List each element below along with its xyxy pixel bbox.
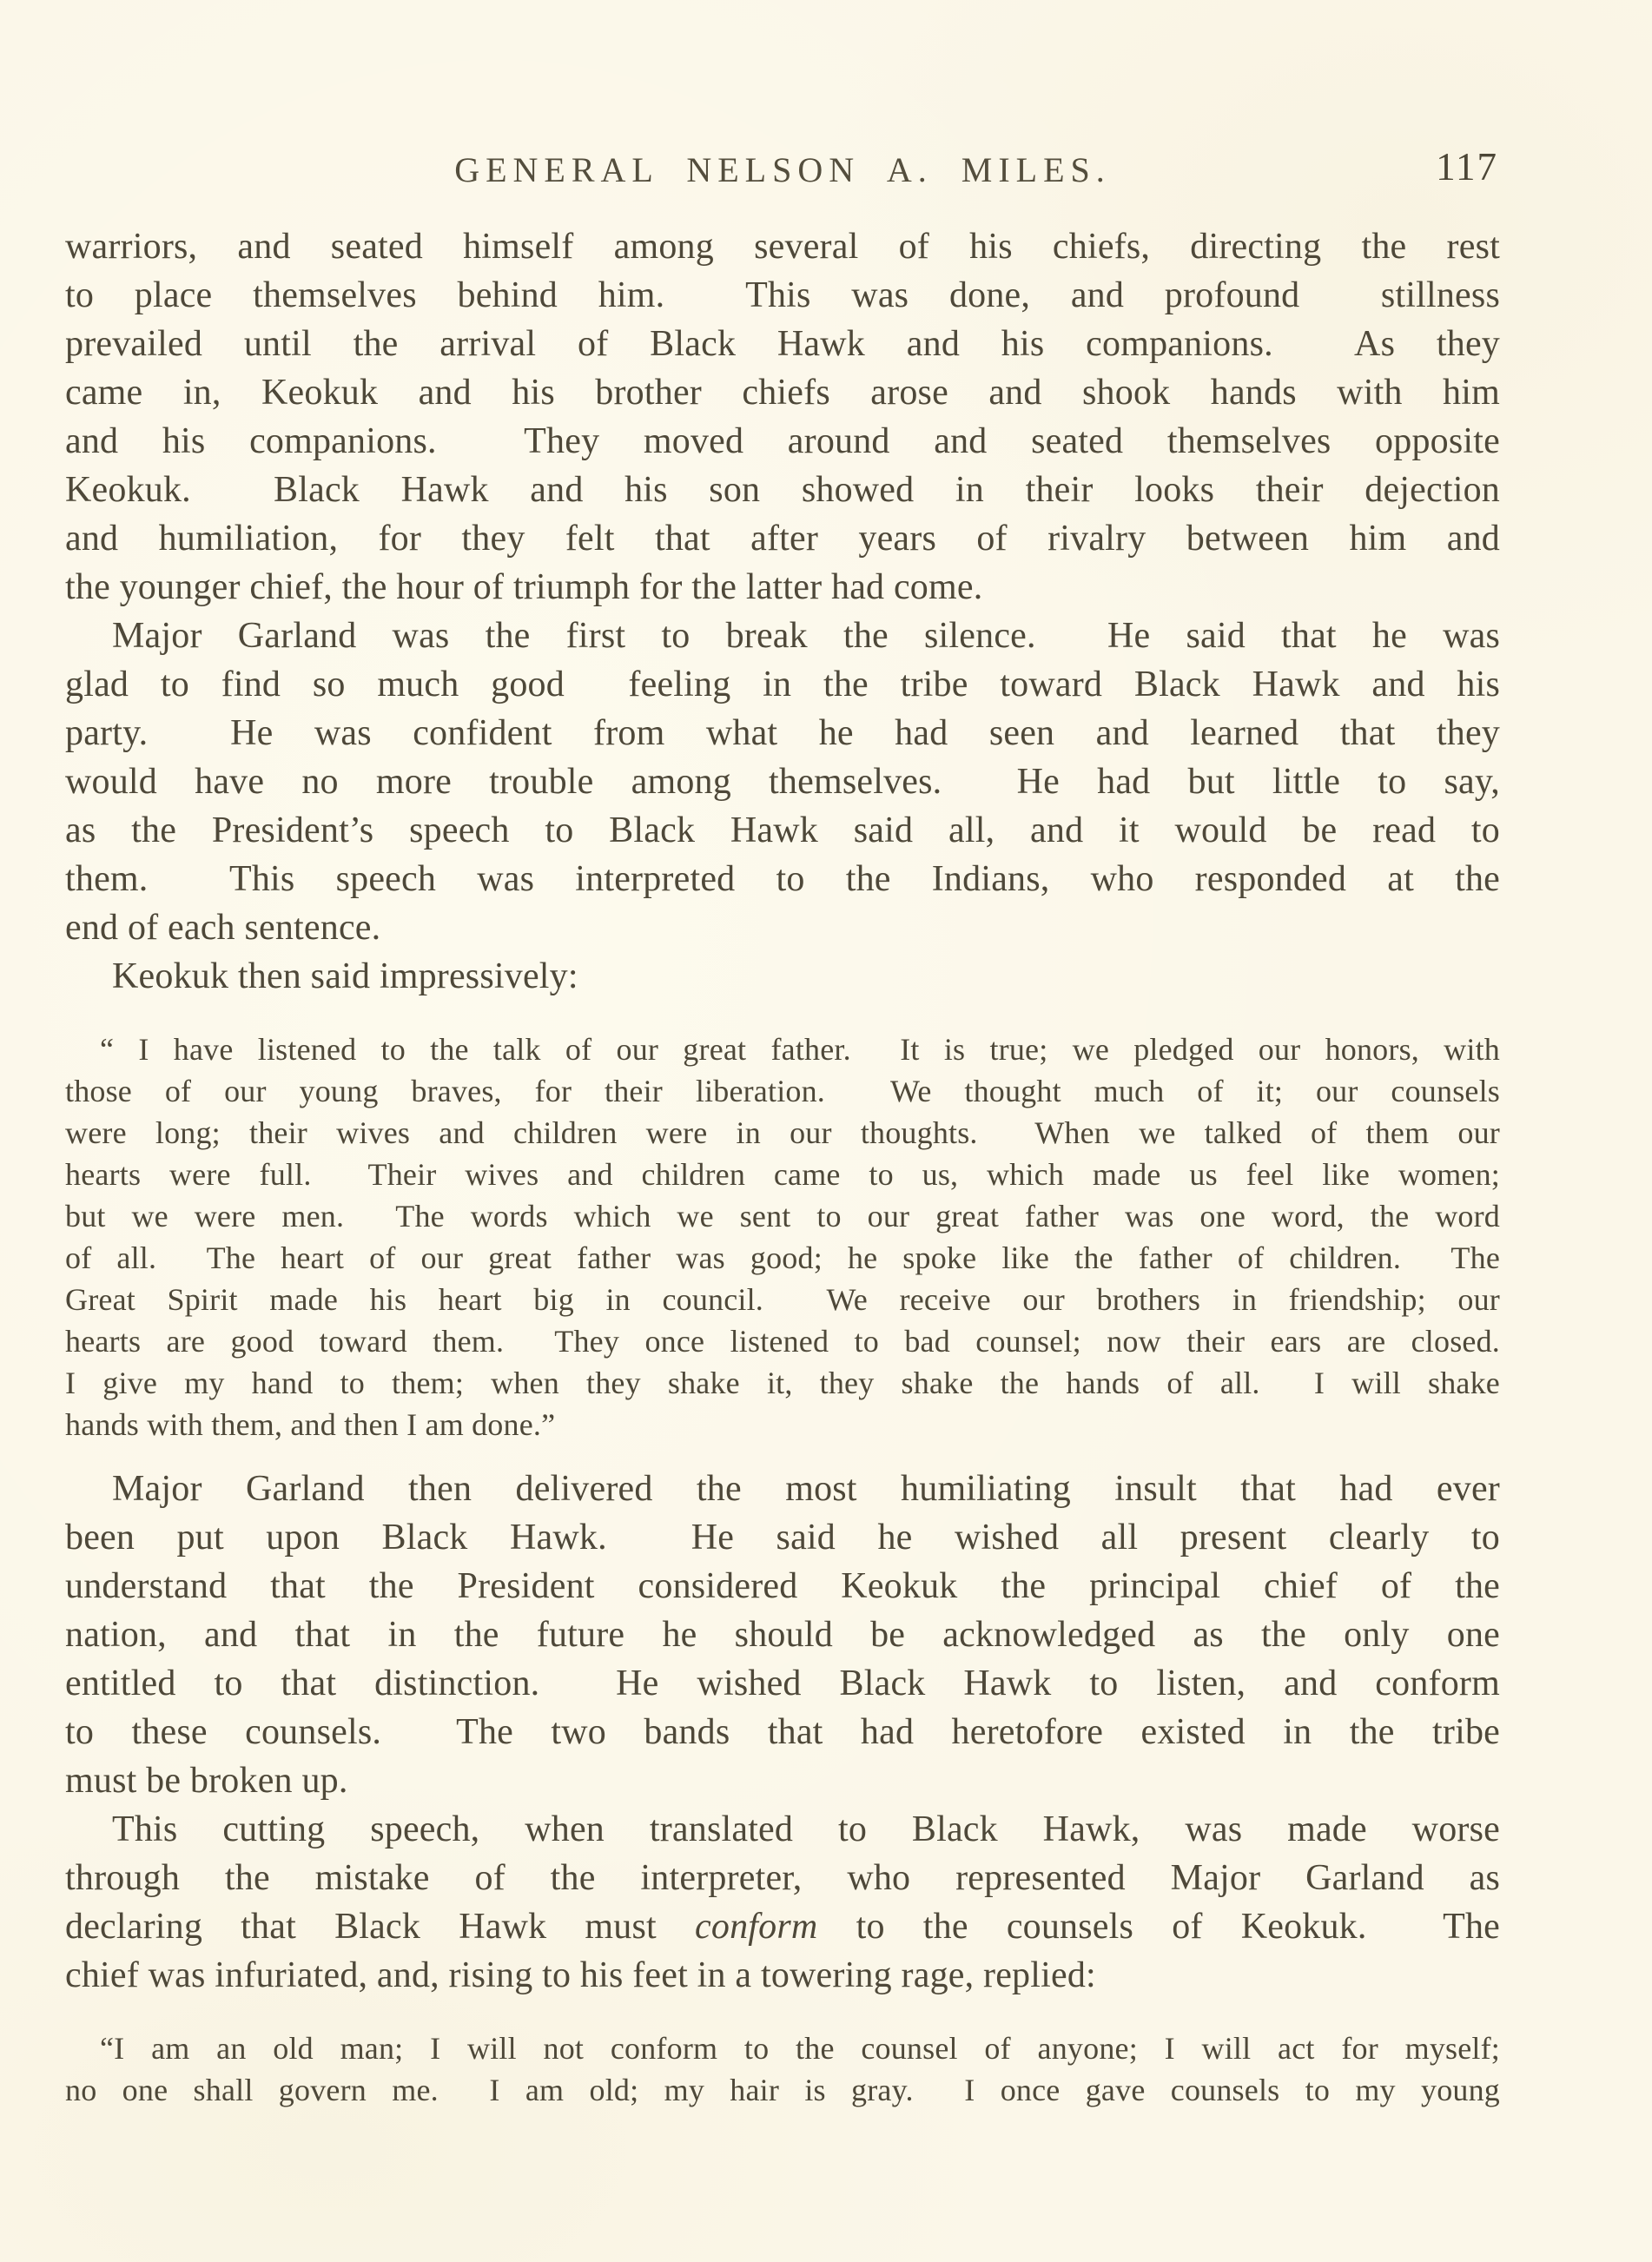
text-line: came in, Keokuk and his brother chiefs arose and shook hands with him [65, 373, 1500, 413]
text-line: nation, and that in the future he should be acknowledged as the only one [65, 1615, 1500, 1655]
text-line: must be broken up. [65, 1761, 348, 1801]
running-header-title: GENERAL NELSON A. MILES. [454, 150, 1111, 189]
text-line: as the President’s speech to Black Hawk said all, and it would be read to [65, 810, 1500, 850]
text-line: and humiliation, for they felt that after years of rivalry between him and [65, 519, 1500, 559]
text-line: chief was infuriated, and, rising to his feet in a towering rage, replied: [65, 1955, 1096, 1995]
text-line: no one shall govern me. I am old; my hair is gray. I once gave counsels to my young [65, 2073, 1500, 2107]
text-line: hearts were full. Their wives and children came to us, which made us feel like women; [65, 1157, 1500, 1192]
italic-text: conform [695, 1907, 818, 1947]
text-line: “ I have listened to the talk of our great father. It is true; we pledged our honors, with [100, 1032, 1500, 1067]
text-line: those of our young braves, for their liberation. We thought much of it; our counsels [65, 1074, 1500, 1108]
text-line: glad to find so much good feeling in the tribe toward Black Hawk and his [65, 665, 1500, 704]
block-quote [65, 2027, 1500, 2111]
paragraph [65, 1805, 1500, 2000]
text-line: and his companions. They moved around and seated themselves opposite [65, 421, 1500, 461]
text-line: of all. The heart of our great father was good; he spoke like the father of children. The [65, 1240, 1500, 1275]
text-line: to place themselves behind him. This was done, and profound stillness [65, 275, 1500, 315]
page-number: 117 [1436, 145, 1498, 188]
text-column [65, 222, 1500, 2130]
paragraph [65, 222, 1500, 612]
text-line: end of each sentence. [65, 908, 381, 948]
text-line: understand that the President considered Keokuk the principal chief of the [65, 1566, 1500, 1606]
text-line: them. This speech was interpreted to the Indians, who responded at the [65, 859, 1500, 899]
text-line: were long; their wives and children were in our thoughts. When we talked of them our [65, 1115, 1500, 1150]
text-line: Keokuk then said impressively: [112, 956, 578, 996]
text-line: Great Spirit made his heart big in council. We receive our brothers in friendship; our [65, 1282, 1500, 1317]
text-line: party. He was confident from what he had seen and learned that they [65, 713, 1500, 753]
text-line: Keokuk. Black Hawk and his son showed in their looks their dejection [65, 470, 1500, 510]
text-line: the younger chief, the hour of triumph for the latter had come. [65, 567, 983, 607]
text-line: would have no more trouble among themselves. He had but little to say, [65, 762, 1500, 802]
paragraph [65, 952, 1500, 1001]
text-line: prevailed until the arrival of Black Hawk and his companions. As they [65, 324, 1500, 364]
text-line: been put upon Black Hawk. He said he wished all present clearly to [65, 1518, 1500, 1558]
text-line: I give my hand to them; when they shake it, they shake the hands of all. I will shake [65, 1366, 1500, 1400]
running-header [65, 145, 1500, 202]
text-line: “I am an old man; I will not conform to the counsel of anyone; I will act for myself; [100, 2031, 1500, 2066]
text-line: entitled to that distinction. He wished Black Hawk to listen, and conform [65, 1663, 1500, 1703]
text-line: but we were men. The words which we sent to our great father was one word, the word [65, 1199, 1500, 1234]
text-line: to these counsels. The two bands that had heretofore existed in the tribe [65, 1712, 1500, 1752]
text-line: declaring that Black Hawk must conform to the counsels of Keokuk. The [65, 1907, 1500, 1947]
text-line: hands with them, and then I am done.” [65, 1407, 556, 1442]
paragraph [65, 612, 1500, 952]
text-line: Major Garland was the first to break the silence. He said that he was [112, 616, 1500, 656]
block-quote [65, 1028, 1500, 1445]
text-line: This cutting speech, when translated to Black Hawk, was made worse [112, 1809, 1500, 1849]
text-line: hearts are good toward them. They once listened to bad counsel; now their ears are closed. [65, 1324, 1500, 1359]
text-line: through the mistake of the interpreter, who represented Major Garland as [65, 1858, 1500, 1898]
text-line: warriors, and seated himself among several of his chiefs, directing the rest [65, 227, 1500, 267]
text-line: Major Garland then delivered the most humiliating insult that had ever [112, 1469, 1500, 1509]
paragraph [65, 1465, 1500, 1805]
